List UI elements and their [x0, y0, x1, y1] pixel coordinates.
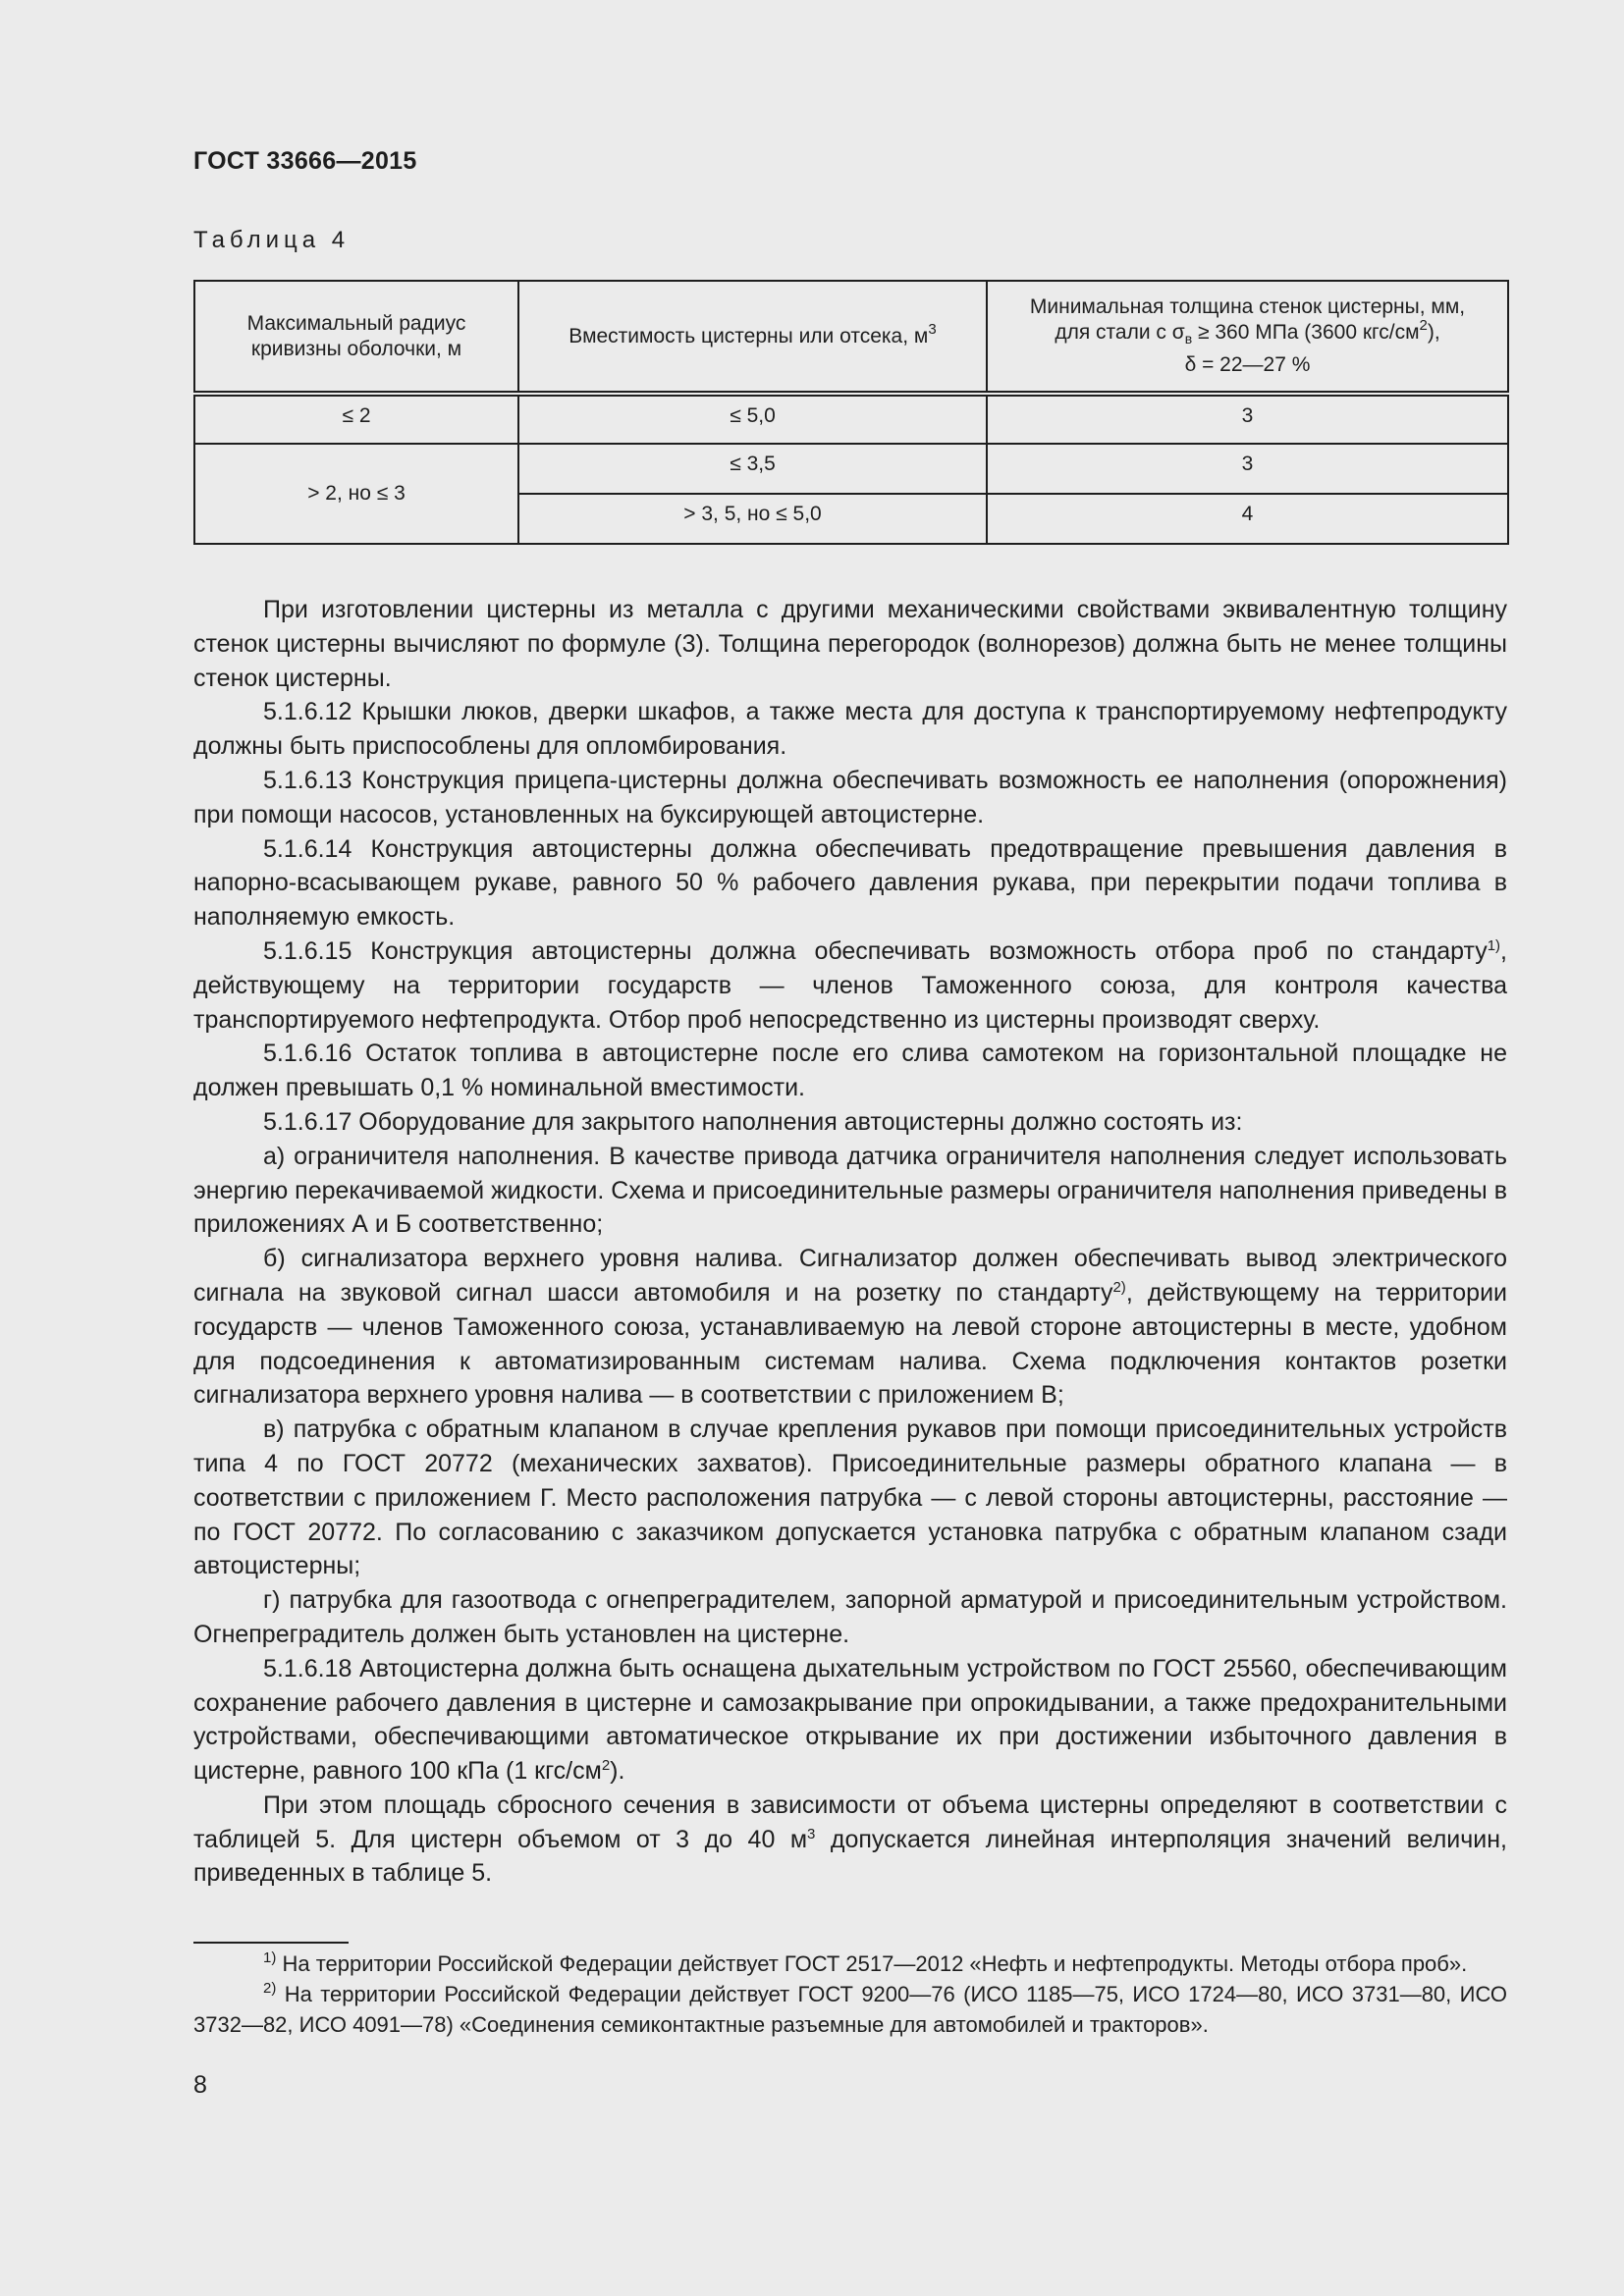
header-radius	[194, 281, 518, 394]
footnote-divider	[193, 1942, 349, 1944]
header-thickness-line3: δ = 22—27 %	[1184, 352, 1311, 376]
header-radius-text: Максимальный радиус кривизны оболочки, м	[246, 311, 466, 360]
paragraph-text: б) сигнализатора верхнего уровня налива. Сигнализатор должен обеспечивать вывод электрического сигнала на звуковой сигнал шасси автомобиля и на розетку по стандарту	[193, 1245, 1507, 1307]
header-capacity-text: Вместимость цистерны или отсека, м	[568, 324, 929, 347]
superscript: 2	[601, 1757, 611, 1775]
header-thickness-sub: в	[1184, 331, 1193, 347]
page-number: 8	[193, 2071, 207, 2099]
cell-capacity: ≤ 5,0	[518, 394, 987, 444]
footnote-mark: 2)	[263, 1980, 277, 1997]
footnote-1	[193, 1949, 1507, 1979]
footnote-text: На территории Российской Федерации действует ГОСТ 2517—2012 «Нефть и нефтепродукты. Методы отбора проб».	[276, 1951, 1468, 1976]
footnote-mark: 1)	[263, 1949, 277, 1966]
paragraph: в) патрубка с обратным клапаном в случае крепления рукавов при помощи присоединительных устройств типа 4 по ГОСТ 20772 (механических захватов). Присоединительные размеры обратного клапана — в соответствии с приложением Г. Место расположения патрубка — с левой стороны автоцистерны, расстояние — по ГОСТ 20772. По согласованию с заказчиком допускается установка патрубка с обратным клапаном сзади автоцистерны;	[193, 1415, 1507, 1580]
cell-capacity: ≤ 3,5	[518, 444, 987, 494]
paragraph-text: При этом площадь сбросного сечения в зависимости от объема цистерны определяют в соответствии с таблицей 5. Для цистерн объемом от 3 до 40 м	[193, 1790, 1507, 1853]
paragraph-text: 5.1.6.15 Конструкция автоцистерны должна обеспечивать возможность отбора проб по стандарту	[263, 936, 1488, 965]
paragraph-text: допускается линейная интерполяция значений величин, приведенных в таблице 5.	[193, 1825, 1507, 1888]
header-capacity	[518, 281, 987, 394]
paragraph-text: , действующему на территории государств — членов Таможенного союза, для контроля качества транспортируемого нефтепродукта. Отбор проб непосредственно из цистерны производят сверху.	[193, 936, 1507, 1034]
superscript: 3	[807, 1825, 816, 1842]
body-text	[193, 593, 1507, 1891]
table-header-row	[194, 281, 1508, 394]
paragraph	[193, 934, 1507, 1037]
paragraph-text: ).	[610, 1757, 625, 1786]
header-thickness	[987, 281, 1508, 394]
footnotes	[193, 1949, 1507, 2040]
cell-radius: > 2, но ≤ 3	[194, 444, 518, 544]
table-4	[193, 280, 1509, 545]
cell-radius: ≤ 2	[194, 394, 518, 444]
header-thickness-line2	[988, 317, 1507, 351]
footnote-ref-2: 2)	[1112, 1278, 1126, 1296]
cell-thickness: 3	[987, 444, 1508, 494]
footnote-ref-1: 1)	[1487, 936, 1501, 954]
cell-thickness: 4	[987, 494, 1508, 544]
paragraph: г) патрубка для газоотвода с огнепреградителем, запорной арматурой и присоединительным устройством. Огнепреградитель должен быть установлен на цистерне.	[193, 1586, 1507, 1648]
paragraph: 5.1.6.17 Оборудование для закрытого наполнения автоцистерны должно состоять из:	[263, 1107, 1243, 1136]
paragraph: 5.1.6.14 Конструкция автоцистерны должна обеспечивать предотвращение превышения давления в напорно-всасывающем рукаве, равного 50 % рабочего давления рукава, при перекрытии подачи топлива в наполняемую емкость.	[193, 834, 1507, 932]
header-thickness-l2b: ≥ 360 МПа (3600 кгс/см	[1192, 321, 1420, 345]
table-row	[194, 394, 1508, 444]
header-thickness-line1: Минимальная толщина стенок цистерны, мм,	[1029, 295, 1466, 319]
header-capacity-sup: 3	[928, 320, 937, 338]
paragraph	[193, 1652, 1507, 1789]
paragraph: При изготовлении цистерны из металла с другими механическими свойствами эквивалентную толщину стенок цистерны вычисляют по формуле (3). Толщина перегородок (волнорезов) должна быть не менее толщины стенок цистерны.	[193, 596, 1507, 692]
paragraph	[193, 1242, 1507, 1413]
paragraph-text: 5.1.6.18 Автоцистерна должна быть оснащена дыхательным устройством по ГОСТ 25560, обеспечивающим сохранение рабочего давления в цистерне и самозакрывание при опрокидывании, а также предохранительными устройствами, обеспечивающими автоматическое открывание их при достижении избыточного давления в цистерне, равного 100 кПа (1 кгс/см	[193, 1654, 1507, 1786]
paragraph: 5.1.6.16 Остаток топлива в автоцистерне после его слива самотеком на горизонтальной площадке не должен превышать 0,1 % номинальной вместимости.	[193, 1040, 1507, 1102]
table-row	[194, 444, 1508, 494]
header-thickness-l2a: для стали с σ	[1055, 321, 1185, 345]
header-thickness-l2c: ),	[1427, 321, 1440, 345]
document-header: ГОСТ 33666—2015	[193, 147, 417, 175]
paragraph-text: , действующему на территории государств — членов Таможенного союза, устанавливаемую на левой стороне автоцистерны в месте, удобном для подсоединения к автоматизированным системам налива. Схема подключения контактов розетки сигнализатора верхнего уровня налива — в соответствии с приложением В;	[193, 1278, 1507, 1410]
header-thickness-sup: 2	[1419, 317, 1428, 335]
paragraph: а) ограничителя наполнения. В качестве привода датчика ограничителя наполнения следует использовать энергию перекачиваемой жидкости. Схема и присоединительные размеры ограничителя наполнения приведены в приложениях А и Б соответственно;	[193, 1142, 1507, 1239]
paragraph	[193, 1789, 1507, 1891]
table-caption: Таблица 4	[193, 227, 351, 253]
cell-capacity: > 3, 5, но ≤ 5,0	[518, 494, 987, 544]
footnote-text: На территории Российской Федерации действует ГОСТ 9200—76 (ИСО 1185—75, ИСО 1724—80, ИСО 3731—80, ИСО 3732—82, ИСО 4091—78) «Соединения семиконтактные разъемные для автомобилей и тракторов».	[193, 1982, 1507, 2037]
cell-thickness: 3	[987, 394, 1508, 444]
paragraph: 5.1.6.12 Крышки люков, дверки шкафов, а также места для доступа к транспортируемому нефтепродукту должны быть приспособлены для опломбирования.	[193, 698, 1507, 761]
paragraph: 5.1.6.13 Конструкция прицепа-цистерны должна обеспечивать возможность ее наполнения (опорожнения) при помощи насосов, установленных на буксирующей автоцистерне.	[193, 766, 1507, 828]
footnote-2	[193, 1979, 1507, 2040]
